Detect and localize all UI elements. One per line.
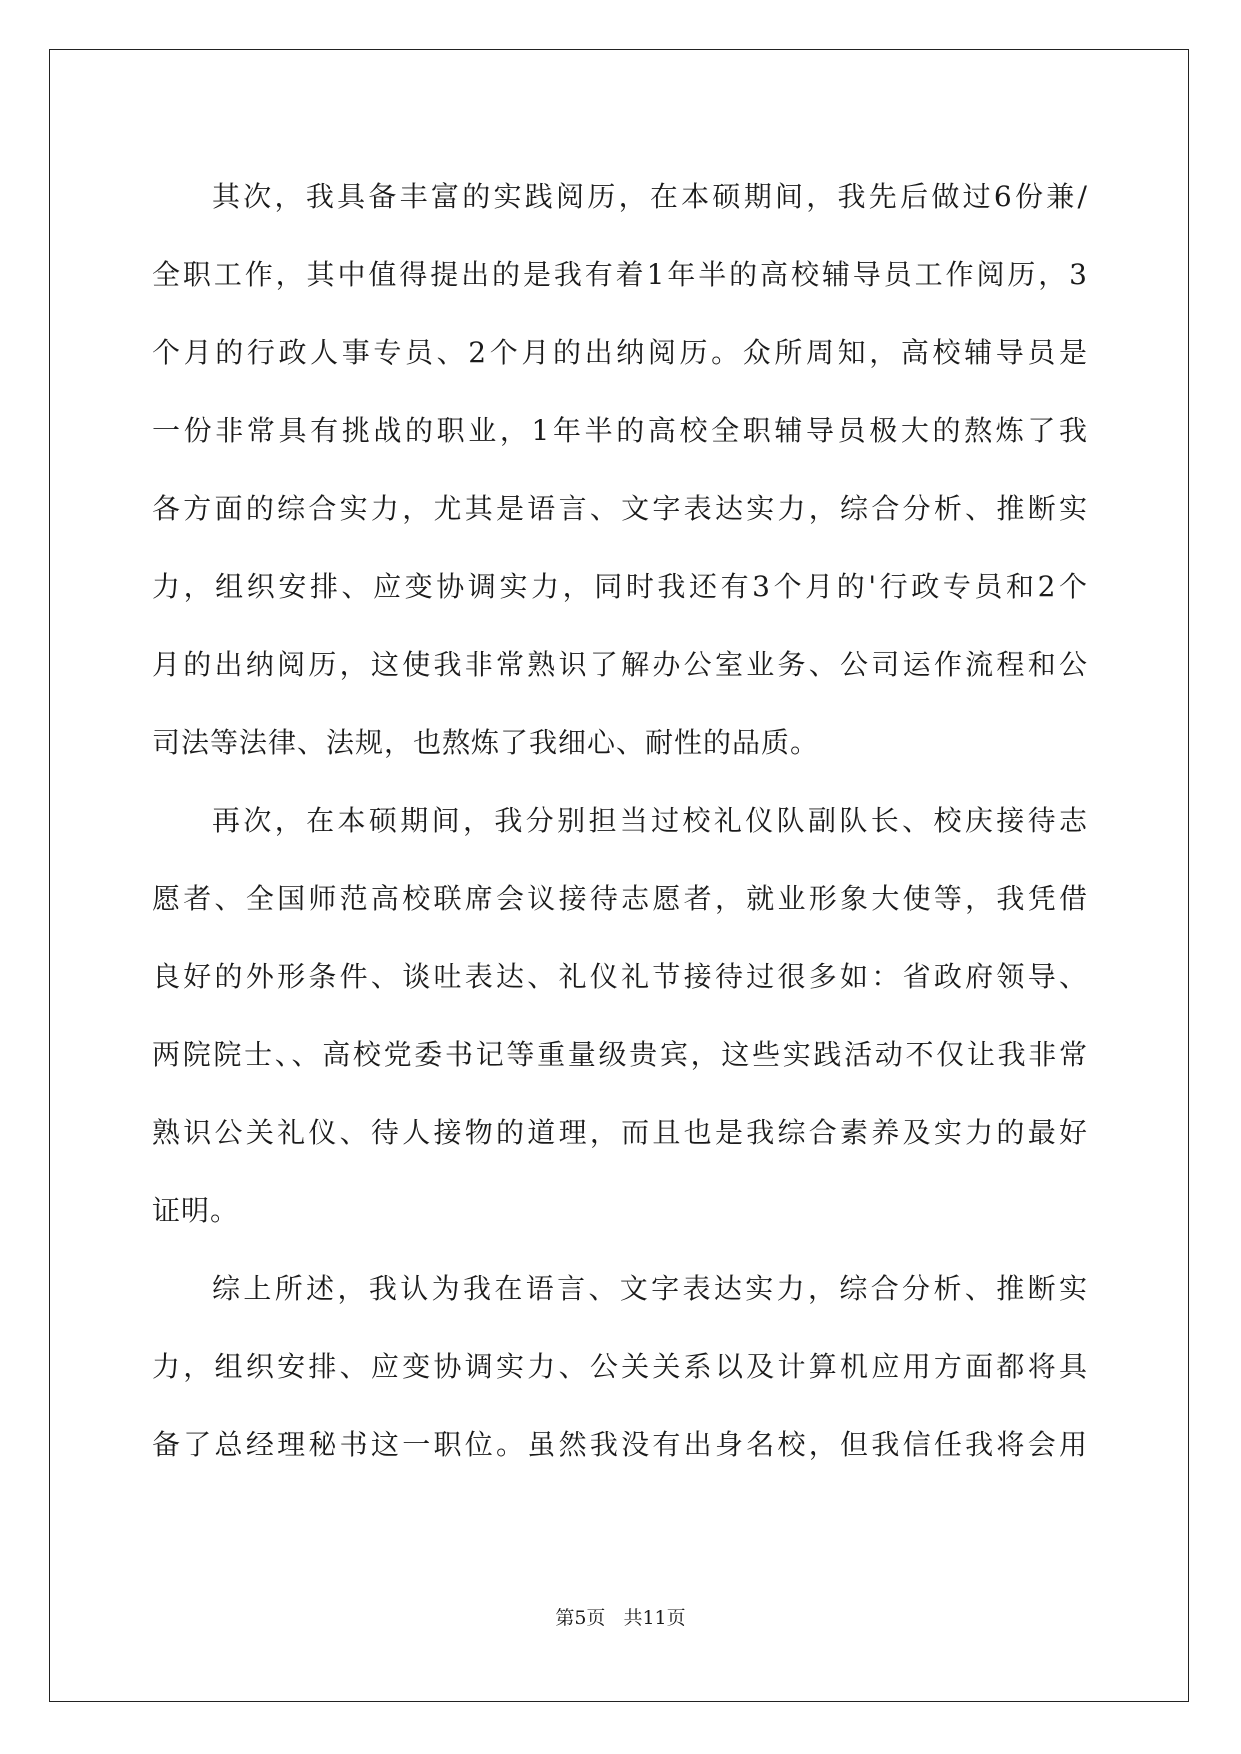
text-line: 熟识公关礼仪、待人接物的道理，而且也是我综合素养及实力的最好 (152, 1116, 1088, 1149)
page-number: 第5页 (555, 1607, 606, 1629)
text-line: 良好的外形条件、谈吐表达、礼仪礼节接待过很多如：省政府领导、 (152, 960, 1088, 993)
text-line: 力，组织安排、应变协调实力，同时我还有3个月的'行政专员和2个 (152, 570, 1088, 603)
text-line: 月的出纳阅历，这使我非常熟识了解办公室业务、公司运作流程和公 (152, 648, 1088, 681)
page-footer (0, 1603, 1241, 1630)
text-line: 一份非常具有挑战的职业，1年半的高校全职辅导员极大的熬炼了我 (152, 414, 1088, 447)
text-line: 备了总经理秘书这一职位。虽然我没有出身名校，但我信任我将会用 (152, 1428, 1088, 1461)
paragraph-2 (152, 782, 1088, 1250)
text-line: 司法等法律、法规，也熬炼了我细心、耐性的品质。 (152, 726, 820, 759)
text-line: 两院院士、、高校党委书记等重量级贵宾，这些实践活动不仅让我非常 (152, 1038, 1088, 1071)
text-line: 全职工作，其中值得提出的是我有着1年半的高校辅导员工作阅历，3 (152, 258, 1088, 291)
text-line: 综上所述，我认为我在语言、文字表达实力，综合分析、推断实 (212, 1272, 1088, 1305)
paragraph-1 (152, 158, 1088, 782)
text-line: 个月的行政人事专员、2个月的出纳阅历。众所周知，高校辅导员是 (152, 336, 1088, 369)
page-total: 共11页 (623, 1607, 686, 1629)
text-line: 再次，在本硕期间，我分别担当过校礼仪队副队长、校庆接待志 (212, 804, 1088, 837)
document-body (152, 158, 1088, 1484)
text-line: 愿者、全国师范高校联席会议接待志愿者，就业形象大使等，我凭借 (152, 882, 1088, 915)
text-line: 各方面的综合实力，尤其是语言、文字表达实力，综合分析、推断实 (152, 492, 1088, 525)
text-line: 其次，我具备丰富的实践阅历，在本硕期间，我先后做过6份兼/ (212, 180, 1088, 213)
text-line: 证明。 (152, 1194, 240, 1227)
paragraph-3 (152, 1250, 1088, 1484)
text-line: 力，组织安排、应变协调实力、公关关系以及计算机应用方面都将具 (152, 1350, 1088, 1383)
